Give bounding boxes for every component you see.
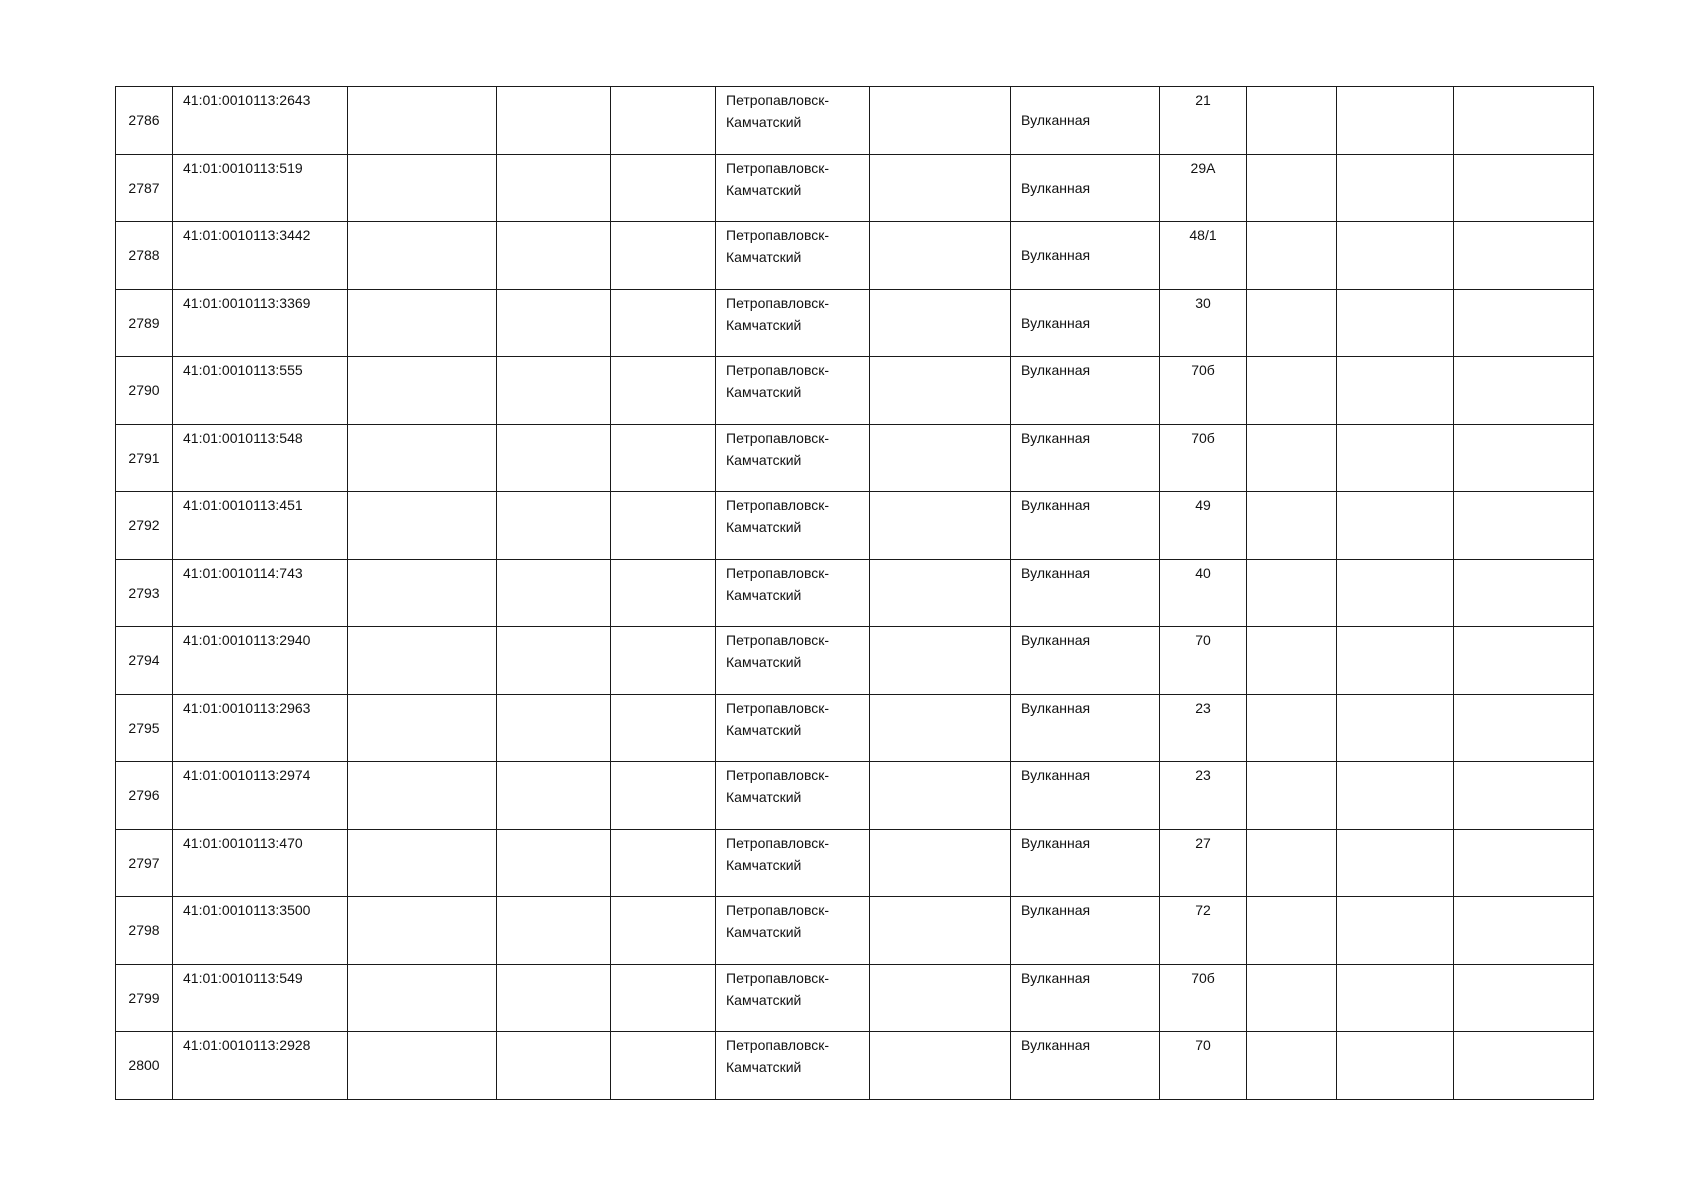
- house-number-cell: 40: [1160, 559, 1247, 627]
- empty-cell: [1454, 897, 1594, 965]
- house-number-cell: 70: [1160, 627, 1247, 695]
- empty-cell: [870, 424, 1011, 492]
- empty-cell: [348, 829, 497, 897]
- city-line-1: Петропавловск-: [726, 429, 830, 446]
- empty-cell: [870, 492, 1011, 560]
- empty-cell: [348, 154, 497, 222]
- row-number-cell: 2786: [116, 87, 173, 155]
- table-row: [116, 694, 1594, 762]
- empty-cell: [1454, 829, 1594, 897]
- empty-cell: [348, 964, 497, 1032]
- cadastral-number-cell: 41:01:0010113:548: [173, 424, 348, 492]
- street-cell: Вулканная: [1011, 222, 1160, 290]
- empty-cell: [1337, 829, 1454, 897]
- empty-cell: [611, 1032, 716, 1100]
- empty-cell: [1337, 222, 1454, 290]
- empty-cell: [1454, 357, 1594, 425]
- city-cell: [716, 357, 870, 425]
- city-line-2: Камчатский: [726, 856, 802, 873]
- city-line-1: Петропавловск-: [726, 632, 830, 648]
- empty-cell: [497, 829, 611, 897]
- empty-cell: [1337, 627, 1454, 695]
- empty-cell: [611, 694, 716, 762]
- empty-cell: [611, 897, 716, 965]
- empty-cell: [1247, 222, 1337, 290]
- city-cell: [716, 694, 870, 762]
- row-number-cell: 2791: [116, 424, 173, 492]
- city-line-1: Петропавловск-: [726, 902, 830, 918]
- empty-cell: [497, 357, 611, 425]
- empty-cell: [870, 222, 1011, 290]
- city-line-2: Камчатский: [726, 924, 802, 940]
- empty-cell: [348, 424, 497, 492]
- street-cell: Вулканная: [1011, 897, 1160, 965]
- city-cell: [716, 222, 870, 290]
- city-line-2: Камчатский: [726, 249, 802, 265]
- street-cell: Вулканная: [1011, 627, 1160, 695]
- empty-cell: [497, 154, 611, 222]
- empty-cell: [870, 357, 1011, 425]
- house-number-cell: 48/1: [1160, 222, 1247, 290]
- empty-cell: [1337, 154, 1454, 222]
- house-number-cell: 23: [1160, 694, 1247, 762]
- street-cell: Вулканная: [1011, 559, 1160, 627]
- house-number-cell: 70б: [1160, 424, 1247, 492]
- row-number-cell: 2789: [116, 289, 173, 357]
- empty-cell: [1247, 964, 1337, 1032]
- empty-cell: [497, 1032, 611, 1100]
- house-number-cell: 27: [1160, 829, 1247, 897]
- street-cell: Вулканная: [1011, 694, 1160, 762]
- empty-cell: [611, 762, 716, 830]
- empty-cell: [1454, 154, 1594, 222]
- city-cell: [716, 424, 870, 492]
- street-cell: Вулканная: [1011, 492, 1160, 560]
- empty-cell: [1247, 357, 1337, 425]
- city-cell: [716, 1032, 870, 1100]
- empty-cell: [497, 762, 611, 830]
- empty-cell: [1247, 87, 1337, 155]
- street-cell: Вулканная: [1011, 964, 1160, 1032]
- empty-cell: [1454, 87, 1594, 155]
- empty-cell: [1247, 154, 1337, 222]
- city-cell: [716, 559, 870, 627]
- empty-cell: [1454, 289, 1594, 357]
- city-line-2: Камчатский: [726, 316, 802, 333]
- empty-cell: [1247, 559, 1337, 627]
- city-line-2: Камчатский: [726, 384, 802, 400]
- city-line-2: Камчатский: [726, 1059, 802, 1075]
- empty-cell: [348, 559, 497, 627]
- street-cell: Вулканная: [1011, 357, 1160, 425]
- empty-cell: [348, 1032, 497, 1100]
- city-cell: [716, 829, 870, 897]
- cadastral-number-cell: 41:01:0010114:743: [173, 559, 348, 627]
- empty-cell: [497, 289, 611, 357]
- row-number-cell: 2794: [116, 627, 173, 695]
- empty-cell: [1337, 897, 1454, 965]
- empty-cell: [611, 424, 716, 492]
- empty-cell: [1454, 627, 1594, 695]
- city-cell: [716, 964, 870, 1032]
- empty-cell: [1337, 424, 1454, 492]
- empty-cell: [1247, 492, 1337, 560]
- city-line-1: Петропавловск-: [726, 969, 830, 986]
- street-cell: Вулканная: [1011, 424, 1160, 492]
- city-cell: [716, 289, 870, 357]
- house-number-cell: 72: [1160, 897, 1247, 965]
- cadastral-number-cell: 41:01:0010113:2963: [173, 694, 348, 762]
- address-register-table: [115, 86, 1594, 1100]
- empty-cell: [1454, 694, 1594, 762]
- row-number-cell: 2787: [116, 154, 173, 222]
- empty-cell: [497, 559, 611, 627]
- row-number-cell: 2800: [116, 1032, 173, 1100]
- city-line-2: Камчатский: [726, 721, 802, 738]
- empty-cell: [870, 154, 1011, 222]
- empty-cell: [348, 357, 497, 425]
- street-cell: Вулканная: [1011, 829, 1160, 897]
- empty-cell: [497, 897, 611, 965]
- empty-cell: [1247, 694, 1337, 762]
- cadastral-number-cell: 41:01:0010113:519: [173, 154, 348, 222]
- empty-cell: [870, 829, 1011, 897]
- empty-cell: [1247, 762, 1337, 830]
- cadastral-number-cell: 41:01:0010113:470: [173, 829, 348, 897]
- empty-cell: [870, 289, 1011, 357]
- empty-cell: [1454, 492, 1594, 560]
- empty-cell: [1337, 964, 1454, 1032]
- cadastral-number-cell: 41:01:0010113:451: [173, 492, 348, 560]
- table-row: [116, 897, 1594, 965]
- city-line-1: Петропавловск-: [726, 497, 830, 513]
- street-cell: Вулканная: [1011, 762, 1160, 830]
- empty-cell: [1247, 627, 1337, 695]
- empty-cell: [1337, 492, 1454, 560]
- empty-cell: [497, 492, 611, 560]
- empty-cell: [611, 492, 716, 560]
- house-number-cell: 70б: [1160, 964, 1247, 1032]
- city-line-2: Камчатский: [726, 181, 802, 198]
- city-line-1: Петропавловск-: [726, 92, 830, 108]
- empty-cell: [348, 222, 497, 290]
- empty-cell: [497, 627, 611, 695]
- table-row: [116, 289, 1594, 357]
- city-line-2: Камчатский: [726, 991, 802, 1008]
- house-number-cell: 70б: [1160, 357, 1247, 425]
- city-line-1: Петропавловск-: [726, 1037, 830, 1053]
- empty-cell: [348, 87, 497, 155]
- empty-cell: [497, 87, 611, 155]
- table-row: [116, 357, 1594, 425]
- city-line-2: Камчатский: [726, 519, 802, 535]
- house-number-cell: 49: [1160, 492, 1247, 560]
- empty-cell: [870, 694, 1011, 762]
- row-number-cell: 2788: [116, 222, 173, 290]
- city-line-1: Петропавловск-: [726, 699, 830, 716]
- table-row: [116, 627, 1594, 695]
- empty-cell: [611, 357, 716, 425]
- empty-cell: [348, 762, 497, 830]
- row-number-cell: 2792: [116, 492, 173, 560]
- city-cell: [716, 154, 870, 222]
- empty-cell: [611, 87, 716, 155]
- empty-cell: [1247, 829, 1337, 897]
- table-row: [116, 559, 1594, 627]
- empty-cell: [611, 964, 716, 1032]
- house-number-cell: 23: [1160, 762, 1247, 830]
- table-row: [116, 424, 1594, 492]
- row-number-cell: 2796: [116, 762, 173, 830]
- table-row: [116, 492, 1594, 560]
- city-line-1: Петропавловск-: [726, 294, 830, 311]
- table-row: [116, 154, 1594, 222]
- empty-cell: [348, 492, 497, 560]
- empty-cell: [611, 627, 716, 695]
- table-row: [116, 1032, 1594, 1100]
- empty-cell: [1247, 289, 1337, 357]
- street-cell: Вулканная: [1011, 289, 1160, 357]
- empty-cell: [1247, 424, 1337, 492]
- house-number-cell: 30: [1160, 289, 1247, 357]
- empty-cell: [1337, 694, 1454, 762]
- city-line-1: Петропавловск-: [726, 564, 830, 581]
- cadastral-number-cell: 41:01:0010113:2643: [173, 87, 348, 155]
- table-row: [116, 222, 1594, 290]
- street-cell: Вулканная: [1011, 1032, 1160, 1100]
- empty-cell: [348, 627, 497, 695]
- empty-cell: [870, 897, 1011, 965]
- empty-cell: [348, 694, 497, 762]
- empty-cell: [1247, 1032, 1337, 1100]
- table-row: [116, 762, 1594, 830]
- city-cell: [716, 897, 870, 965]
- empty-cell: [348, 897, 497, 965]
- city-line-2: Камчатский: [726, 451, 802, 468]
- empty-cell: [611, 154, 716, 222]
- city-line-1: Петропавловск-: [726, 767, 830, 783]
- city-line-1: Петропавловск-: [726, 227, 830, 243]
- empty-cell: [1454, 559, 1594, 627]
- city-line-1: Петропавловск-: [726, 159, 830, 176]
- empty-cell: [1454, 424, 1594, 492]
- empty-cell: [1337, 357, 1454, 425]
- cadastral-number-cell: 41:01:0010113:3369: [173, 289, 348, 357]
- city-line-2: Камчатский: [726, 586, 802, 603]
- street-cell: Вулканная: [1011, 154, 1160, 222]
- cadastral-number-cell: 41:01:0010113:2974: [173, 762, 348, 830]
- empty-cell: [870, 559, 1011, 627]
- city-line-2: Камчатский: [726, 114, 802, 130]
- empty-cell: [611, 559, 716, 627]
- empty-cell: [1337, 762, 1454, 830]
- empty-cell: [1337, 1032, 1454, 1100]
- empty-cell: [497, 964, 611, 1032]
- row-number-cell: 2795: [116, 694, 173, 762]
- empty-cell: [611, 829, 716, 897]
- empty-cell: [1454, 964, 1594, 1032]
- empty-cell: [870, 627, 1011, 695]
- empty-cell: [611, 289, 716, 357]
- house-number-cell: 70: [1160, 1032, 1247, 1100]
- city-line-1: Петропавловск-: [726, 834, 830, 851]
- empty-cell: [1454, 222, 1594, 290]
- empty-cell: [870, 964, 1011, 1032]
- city-cell: [716, 762, 870, 830]
- empty-cell: [348, 289, 497, 357]
- row-number-cell: 2790: [116, 357, 173, 425]
- empty-cell: [1454, 762, 1594, 830]
- cadastral-number-cell: 41:01:0010113:3500: [173, 897, 348, 965]
- empty-cell: [870, 762, 1011, 830]
- empty-cell: [497, 694, 611, 762]
- city-line-2: Камчатский: [726, 789, 802, 805]
- row-number-cell: 2797: [116, 829, 173, 897]
- empty-cell: [611, 222, 716, 290]
- city-line-2: Камчатский: [726, 654, 802, 670]
- empty-cell: [497, 424, 611, 492]
- cadastral-number-cell: 41:01:0010113:3442: [173, 222, 348, 290]
- row-number-cell: 2798: [116, 897, 173, 965]
- city-line-1: Петропавловск-: [726, 362, 830, 378]
- empty-cell: [497, 222, 611, 290]
- table-row: [116, 829, 1594, 897]
- row-number-cell: 2793: [116, 559, 173, 627]
- cadastral-number-cell: 41:01:0010113:555: [173, 357, 348, 425]
- empty-cell: [1337, 559, 1454, 627]
- empty-cell: [1337, 87, 1454, 155]
- empty-cell: [1337, 289, 1454, 357]
- table-row: [116, 964, 1594, 1032]
- cadastral-number-cell: 41:01:0010113:549: [173, 964, 348, 1032]
- cadastral-number-cell: 41:01:0010113:2928: [173, 1032, 348, 1100]
- house-number-cell: 29А: [1160, 154, 1247, 222]
- table-row: [116, 87, 1594, 155]
- city-cell: [716, 492, 870, 560]
- city-cell: [716, 627, 870, 695]
- cadastral-number-cell: 41:01:0010113:2940: [173, 627, 348, 695]
- table-body: [116, 87, 1594, 1100]
- house-number-cell: 21: [1160, 87, 1247, 155]
- empty-cell: [870, 87, 1011, 155]
- city-cell: [716, 87, 870, 155]
- empty-cell: [1247, 897, 1337, 965]
- empty-cell: [1454, 1032, 1594, 1100]
- street-cell: Вулканная: [1011, 87, 1160, 155]
- empty-cell: [870, 1032, 1011, 1100]
- row-number-cell: 2799: [116, 964, 173, 1032]
